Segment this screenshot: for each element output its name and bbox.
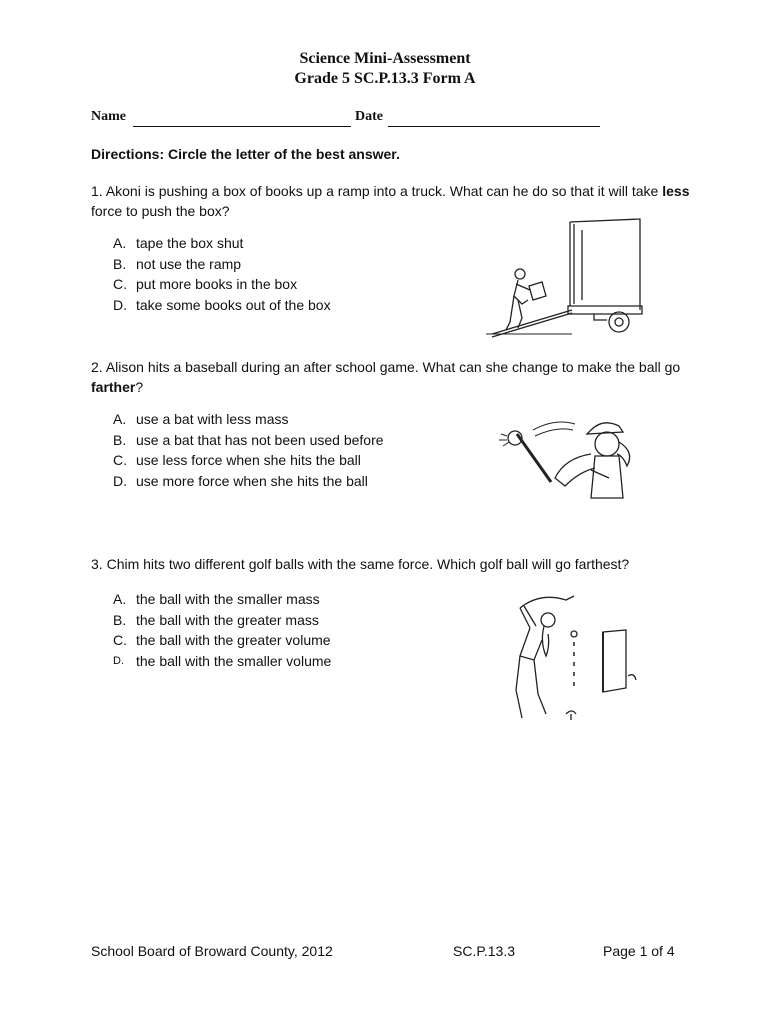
option-letter: C. xyxy=(113,276,127,293)
option-c[interactable] xyxy=(113,630,331,651)
footer-source: School Board of Broward County, 2012 xyxy=(91,943,333,959)
option-d[interactable] xyxy=(113,651,331,672)
option-text: use a bat that has not been used before xyxy=(136,431,384,448)
option-text: tape the box shut xyxy=(136,235,244,251)
question-text-end: ? xyxy=(135,379,144,395)
name-label: Name xyxy=(91,109,126,124)
option-b[interactable] xyxy=(113,430,384,451)
question-emphasis: farther xyxy=(91,379,136,395)
options-list xyxy=(113,589,331,672)
question-text: Alison hits a baseball during an after school game. What can she change to make the ball go xyxy=(105,359,681,375)
question-number: 1. xyxy=(91,183,103,199)
option-letter: C. xyxy=(113,452,127,469)
option-text: use more force when she hits the ball xyxy=(136,473,368,490)
option-letter: D. xyxy=(113,297,127,314)
option-a[interactable] xyxy=(113,409,384,430)
name-field[interactable] xyxy=(133,126,351,127)
ramp-truck-illustration xyxy=(482,210,652,338)
date-field[interactable] xyxy=(388,126,600,127)
option-b[interactable] xyxy=(113,610,331,631)
question-text-end: force to push the box? xyxy=(91,203,230,219)
options-list xyxy=(113,409,384,492)
option-letter: B. xyxy=(113,255,127,272)
footer-page-number: Page 1 of 4 xyxy=(603,943,675,959)
option-d[interactable] xyxy=(113,471,384,492)
option-a[interactable] xyxy=(113,233,331,254)
option-text: use less force when she hits the ball xyxy=(136,452,361,469)
option-text: take some books out of the box xyxy=(136,297,331,314)
date-label: Date xyxy=(355,109,383,124)
question-number: 2. xyxy=(91,359,103,375)
page-subtitle: Grade 5 SC.P.13.3 Form A xyxy=(294,70,476,87)
option-text: the ball with the greater mass xyxy=(136,611,319,628)
footer-code: SC.P.13.3 xyxy=(453,943,516,959)
batter-illustration xyxy=(495,412,645,502)
option-text: the ball with the smaller mass xyxy=(136,591,320,607)
option-letter: B. xyxy=(113,431,127,448)
question-number: 3. xyxy=(91,556,103,572)
options-list xyxy=(113,233,331,316)
option-letter: A. xyxy=(113,235,127,251)
option-d[interactable] xyxy=(113,295,331,316)
golfer-illustration xyxy=(500,590,645,725)
option-b[interactable] xyxy=(113,254,331,275)
option-letter: C. xyxy=(113,632,127,649)
question-text: Akoni is pushing a box of books up a ramp into a truck. What can he do so that it will take xyxy=(105,183,663,199)
question-2 xyxy=(91,357,691,397)
option-letter: D. xyxy=(113,473,127,490)
option-text: use a bat with less mass xyxy=(136,411,289,427)
option-a[interactable] xyxy=(113,589,331,610)
option-text: the ball with the smaller volume xyxy=(136,653,332,670)
page-title: Science Mini-Assessment xyxy=(299,50,471,67)
option-text: not use the ramp xyxy=(136,255,242,272)
option-text: the ball with the greater volume xyxy=(136,632,331,649)
directions-text: Directions: Circle the letter of the best answer. xyxy=(91,146,400,162)
option-letter: A. xyxy=(113,411,127,427)
option-letter: B. xyxy=(113,611,127,628)
question-3 xyxy=(91,554,691,574)
option-text: put more books in the box xyxy=(136,276,298,293)
question-emphasis: less xyxy=(662,183,690,199)
option-c[interactable] xyxy=(113,274,331,295)
option-c[interactable] xyxy=(113,450,384,471)
option-letter: D. xyxy=(113,655,124,668)
question-text: Chim hits two different golf balls with the same force. Which golf ball will go farthest? xyxy=(106,556,630,572)
option-letter: A. xyxy=(113,591,127,607)
